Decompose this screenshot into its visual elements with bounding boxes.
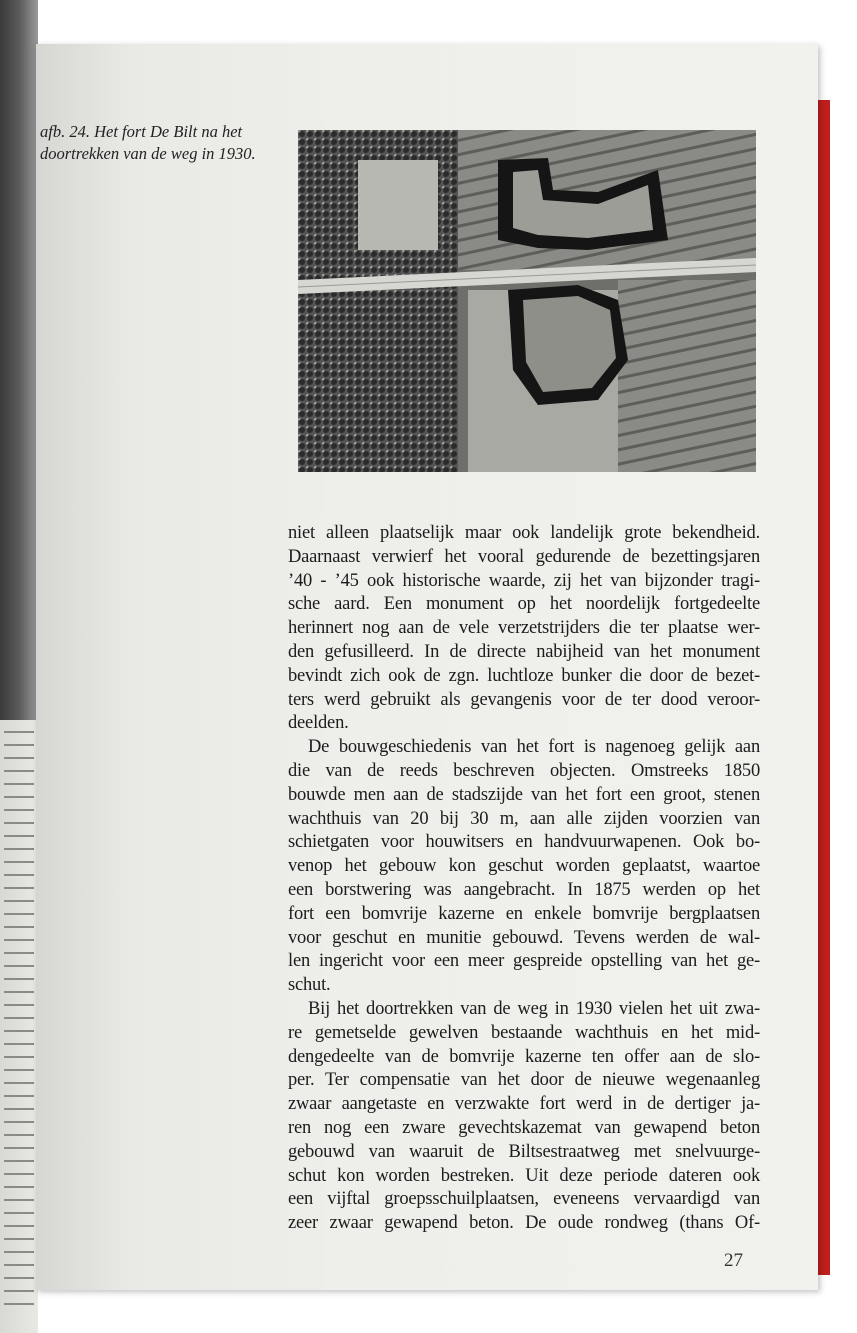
text-line: dengedeelte van de bomvrije kazerne ten offer aan de slo- [288,1046,760,1067]
text-line: wachthuis van 20 bij 30 m, aan alle zijden voorzien van [288,808,760,829]
text-line: deelden. [288,713,349,734]
text-line: ters werd gebruikt als gevangenis voor de ter dood veroor- [288,689,760,710]
text-line: bevindt zich ook de zgn. luchtloze bunker die door de bezet- [288,665,760,686]
text-line: een borstwering was aangebracht. In 1875 werden op het [288,879,760,900]
facing-page-edge [0,0,38,1333]
text-line: niet alleen plaatselijk maar ook landelijk grote bekendheid. [288,523,760,543]
text-line: den gefusilleerd. In de directe nabijheid van het monument [288,641,760,662]
text-line: schietgaten voor houwitsers en handvuurwapenen. Ook bo- [288,832,760,853]
text-line: len ingericht voor een meer gespreide opstelling van het ge- [288,951,760,972]
text-line: zwaar aangetaste en verzwakte fort werd in de dertiger ja- [288,1094,760,1115]
text-line: schut kon worden bestreken. Uit deze periode dateren ook [288,1165,760,1186]
text-line: voor geschut en munitie gebouwd. Tevens werden de wal- [288,927,760,948]
text-line: fort een bomvrije kazerne en enkele bomvrije bergplaatsen [288,903,760,924]
caption-line: doortrekken van de weg in 1930. [40,144,256,163]
figure-caption [40,121,285,165]
page-number: 27 [724,1250,743,1271]
text-line: ’40 - ’45 ook historische waarde, zij het van bijzonder tragi- [288,570,760,591]
text-line: venop het gebouw kon geschut worden geplaatst, waartoe [288,856,760,877]
text-line: gebouwd van waaruit de Biltsestraatweg met snelvuurge- [288,1141,760,1162]
text-line: ren nog een zware gevechtskazemat van gewapend beton [288,1117,760,1138]
text-line: herinnert nog aan de vele verzetstrijders die ter plaatse wer- [288,618,760,639]
text-line: Bij het doortrekken van de weg in 1930 vielen het uit zwa- [308,998,760,1019]
facing-page-text [0,720,38,1333]
text-line: schut. [288,975,331,996]
text-line: Daarnaast verwierf het vooral gedurende de bezettingsjaren [288,546,760,567]
text-line: re gemetselde gewelven bestaande wachthuis en het mid- [288,1022,760,1043]
text-line: zeer zwaar gewapend beton. De oude rondweg (thans Of- [288,1213,760,1234]
aerial-photo [298,130,756,472]
caption-line: afb. 24. Het fort De Bilt na het [40,122,243,141]
text-line: een vijftal groepsschuilplaatsen, eveneens vervaardigd van [288,1189,760,1210]
body-text [288,522,760,1236]
text-line: die van de reeds beschreven objecten. Omstreeks 1850 [288,760,760,781]
text-line: sche aard. Een monument op het noordelijk fortgedeelte [288,594,760,615]
text-line: De bouwgeschiedenis van het fort is nagenoeg gelijk aan [308,737,760,758]
text-line: bouwde men aan de stadszijde van het fort een groot, stenen [288,784,760,805]
text-line: per. Ter compensatie van het door de nieuwe wegenaanleg [288,1070,760,1091]
